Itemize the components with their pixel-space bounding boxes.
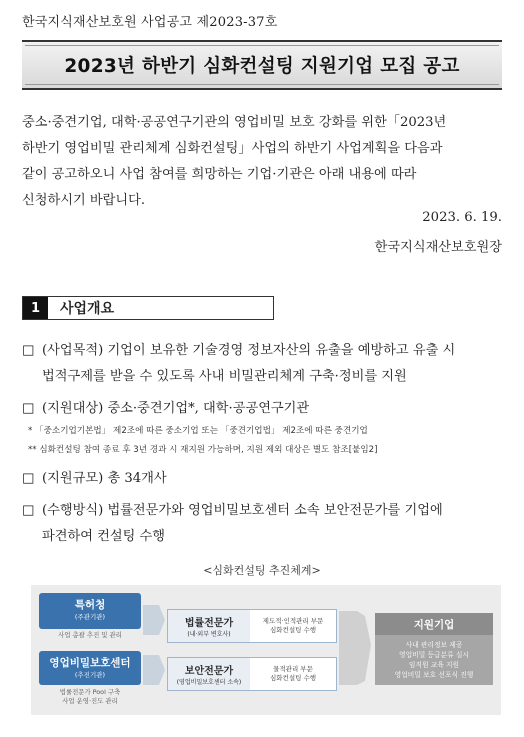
item-text: (사업목적) 기업이 보유한 기술경영 정보자산의 유출을 예방하고 유출 시 xyxy=(42,343,456,358)
expert-name: 법률전문가 xyxy=(184,618,234,629)
agency-role: (주관기관) xyxy=(74,613,106,621)
arrow-shape xyxy=(339,611,371,685)
agency-desc-line: 사업 운영·진도 관리 xyxy=(62,697,118,705)
target-activity: 영업비밀 등급분류 실시 xyxy=(399,651,469,659)
agency-role: (추진기관) xyxy=(74,671,106,679)
expert-legal xyxy=(167,609,337,643)
agency-kipo xyxy=(39,593,141,629)
arrow-shape xyxy=(143,605,165,635)
intro-line: 중소·중견기업, 대학·공공연구기관의 영업비밀 보호 강화를 위한「2023년 xyxy=(22,115,447,130)
list-item-purpose xyxy=(22,338,508,390)
notice-number: 한국지식재산보호원 사업공고 제2023-37호 xyxy=(22,15,278,30)
diagram-caption: <심화컨설팅 추진체계> xyxy=(203,564,321,577)
intro-line: 같이 공고하오니 사업 참여를 희망하는 기업·기관은 아래 내용에 따라 xyxy=(22,167,417,182)
intro-paragraph xyxy=(22,110,506,214)
item-text: (지원대상) 중소·중견기업*, 대학·공공연구기관 xyxy=(42,401,310,416)
checkbox-glyph: □ xyxy=(22,503,35,518)
agency-desc: 사업 총괄 추진 및 관리 xyxy=(58,631,122,639)
expert-desc: 제도적·인적관리 부문 xyxy=(262,617,324,625)
notice-date: 2023. 6. 19. xyxy=(422,210,502,225)
checkbox-glyph: □ xyxy=(22,471,35,486)
footnote: * 「중소기업기본법」 제2조에 따른 중소기업 또는 「중견기업법」 제2조에 따른 중견기업 xyxy=(28,426,368,436)
expert-desc: 심화컨설팅 수행 xyxy=(269,674,317,682)
target-activity: 임직원 교육 지원 xyxy=(408,661,460,669)
list-item-target xyxy=(22,396,508,422)
item-text: (수행방식) 법률전문가와 영업비밀보호센터 소속 보안전문가를 기업에 xyxy=(42,503,443,518)
intro-line: 하반기 영업비밀 관리체계 심화컨설팅」사업의 하반기 사업계획을 다음과 xyxy=(22,141,443,156)
agency-name: 영업비밀보호센터 xyxy=(49,657,131,669)
footnote: ** 심화컨설팅 참여 종료 후 3년 경과 시 재지원 가능하며, 지원 제외 대상은 별도 참조[붙임2] xyxy=(28,445,378,455)
agency-name: 특허청 xyxy=(74,599,106,611)
section-number: 1 xyxy=(23,297,48,319)
expert-affiliation: (영업비밀보호센터 소속) xyxy=(176,679,242,686)
target-company-header: 지원기업 xyxy=(375,613,493,635)
arrow-shape xyxy=(143,655,165,685)
intro-line: 신청하시기 바랍니다. xyxy=(22,193,146,208)
issuing-organization: 한국지식재산보호원장 xyxy=(374,240,502,255)
list-item-method xyxy=(22,498,508,550)
expert-desc: 물적관리 부문 xyxy=(273,665,313,673)
expert-security xyxy=(167,657,337,691)
item-continuation: 법적구제를 받을 수 있도록 사내 비밀관리체계 구축·정비를 지원 xyxy=(42,369,407,384)
expert-affiliation: (내·외부 변호사) xyxy=(187,631,231,638)
checkbox-glyph: □ xyxy=(22,343,35,358)
target-company-activities xyxy=(375,635,493,685)
agency-desc-line: 법률전문가 Pool 구축 xyxy=(59,688,121,696)
section-title: 사업개요 xyxy=(60,301,115,317)
title-box xyxy=(22,40,502,90)
section-heading xyxy=(22,296,274,320)
consulting-diagram xyxy=(31,585,501,715)
agency-desc xyxy=(39,688,141,706)
item-continuation: 파견하여 컨설팅 수행 xyxy=(42,529,166,544)
expert-name: 보안전문가 xyxy=(184,666,234,677)
item-text: (지원규모) 총 34개사 xyxy=(42,471,167,486)
agency-trade-secret-center xyxy=(39,651,141,685)
expert-desc: 심화컨설팅 수행 xyxy=(269,626,317,634)
page-title: 2023년 하반기 심화컨설팅 지원기업 모집 공고 xyxy=(64,56,460,77)
target-activity: 영업비밀 보호 선포식 진행 xyxy=(394,671,474,679)
target-activity: 사내 관리정보 제공 xyxy=(405,641,463,649)
list-item-scale xyxy=(22,466,508,492)
checkbox-glyph: □ xyxy=(22,401,35,416)
